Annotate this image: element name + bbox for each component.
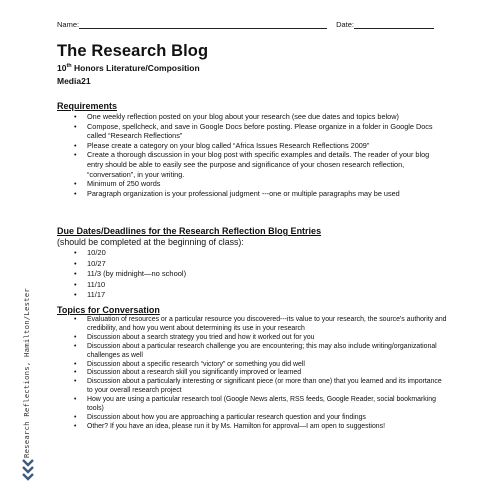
list-item: • Evaluation of resources or a particular resource you discovered---its value to your research, the source’s authority and credibility, and how you went about determining its use in your research [57, 316, 447, 334]
list-item: • One weekly reflection posted on your blog about your research (see due dates and topics below) [57, 112, 447, 122]
sidebar-caption-text: Research Reflections, Hamilton/Lester [22, 288, 31, 458]
list-item: • Discussion about a particularly interesting or significant piece (or more than one) that you learned and its importance to your overall research project [57, 378, 447, 396]
list-item: • 11/17 [57, 290, 447, 301]
list-item: • Discussion about a specific research “victory” or something you did well [57, 361, 447, 370]
name-label: Name: [57, 20, 80, 29]
grade-suffix: th [66, 63, 72, 70]
requirements-heading: Requirements [57, 101, 118, 111]
list-item: • 10/27 [57, 259, 447, 270]
list-item: • Minimum of 250 words [57, 179, 447, 189]
list-item: • Discussion about how you are approaching a particular research question and your findings [57, 414, 447, 423]
sidebar-caption [22, 270, 38, 460]
list-item: • 11/3 (by midnight—no school) [57, 269, 447, 280]
due-dates-note: (should be completed at the beginning of class): [57, 237, 244, 247]
course-name: Honors Literature/Composition [71, 63, 200, 73]
list-item: • Discussion about a particular research challenge you are encountering; this may also include writing/organizational challenges as well [57, 343, 447, 361]
requirements-list [57, 112, 447, 198]
list-item: • 11/10 [57, 280, 447, 291]
page-title: The Research Blog [57, 42, 209, 60]
requirements-section [57, 101, 447, 198]
list-item: • Please create a category on your blog called “Africa Issues Research Reflections 2009” [57, 141, 447, 151]
date-label: Date: [336, 20, 355, 29]
list-item: • Discussion about a research skill you significantly improved or learned [57, 369, 447, 378]
name-blank [79, 21, 327, 29]
topics-heading: Topics for Conversation [57, 305, 160, 315]
date-blank [354, 21, 434, 29]
chevron-down-icon [20, 458, 36, 488]
list-item: • Create a thorough discussion in your blog post with specific examples and details. The reader of your blog entry should be able to easily see the purpose and significance of your chosen research reflection, “conversation”, in your writing. [57, 150, 447, 179]
topics-section [57, 305, 447, 432]
name-date-line [57, 20, 457, 29]
course-subtitle [57, 63, 200, 73]
class-name: Media21 [57, 76, 91, 86]
due-dates-list [57, 248, 447, 301]
list-item: • How you are using a particular research tool (Google News alerts, RSS feeds, Google Reader, social bookmarking tools) [57, 396, 447, 414]
list-item: • 10/20 [57, 248, 447, 259]
list-item: • Compose, spellcheck, and save in Google Docs before posting. Please organize in a folder in Google Docs called “Research Reflections” [57, 122, 447, 141]
grade-number: 10 [57, 63, 67, 73]
list-item: • Paragraph organization is your professional judgment ---one or multiple paragraphs may be used [57, 189, 447, 199]
list-item: • Other? If you have an idea, please run it by Ms. Hamilton for approval—I am open to suggestions! [57, 423, 447, 432]
due-dates-section [57, 226, 447, 301]
topics-list [57, 316, 447, 432]
list-item: • Discussion about a search strategy you tried and how it worked out for you [57, 334, 447, 343]
due-dates-heading: Due Dates/Deadlines for the Research Reflection Blog Entries [57, 226, 322, 236]
